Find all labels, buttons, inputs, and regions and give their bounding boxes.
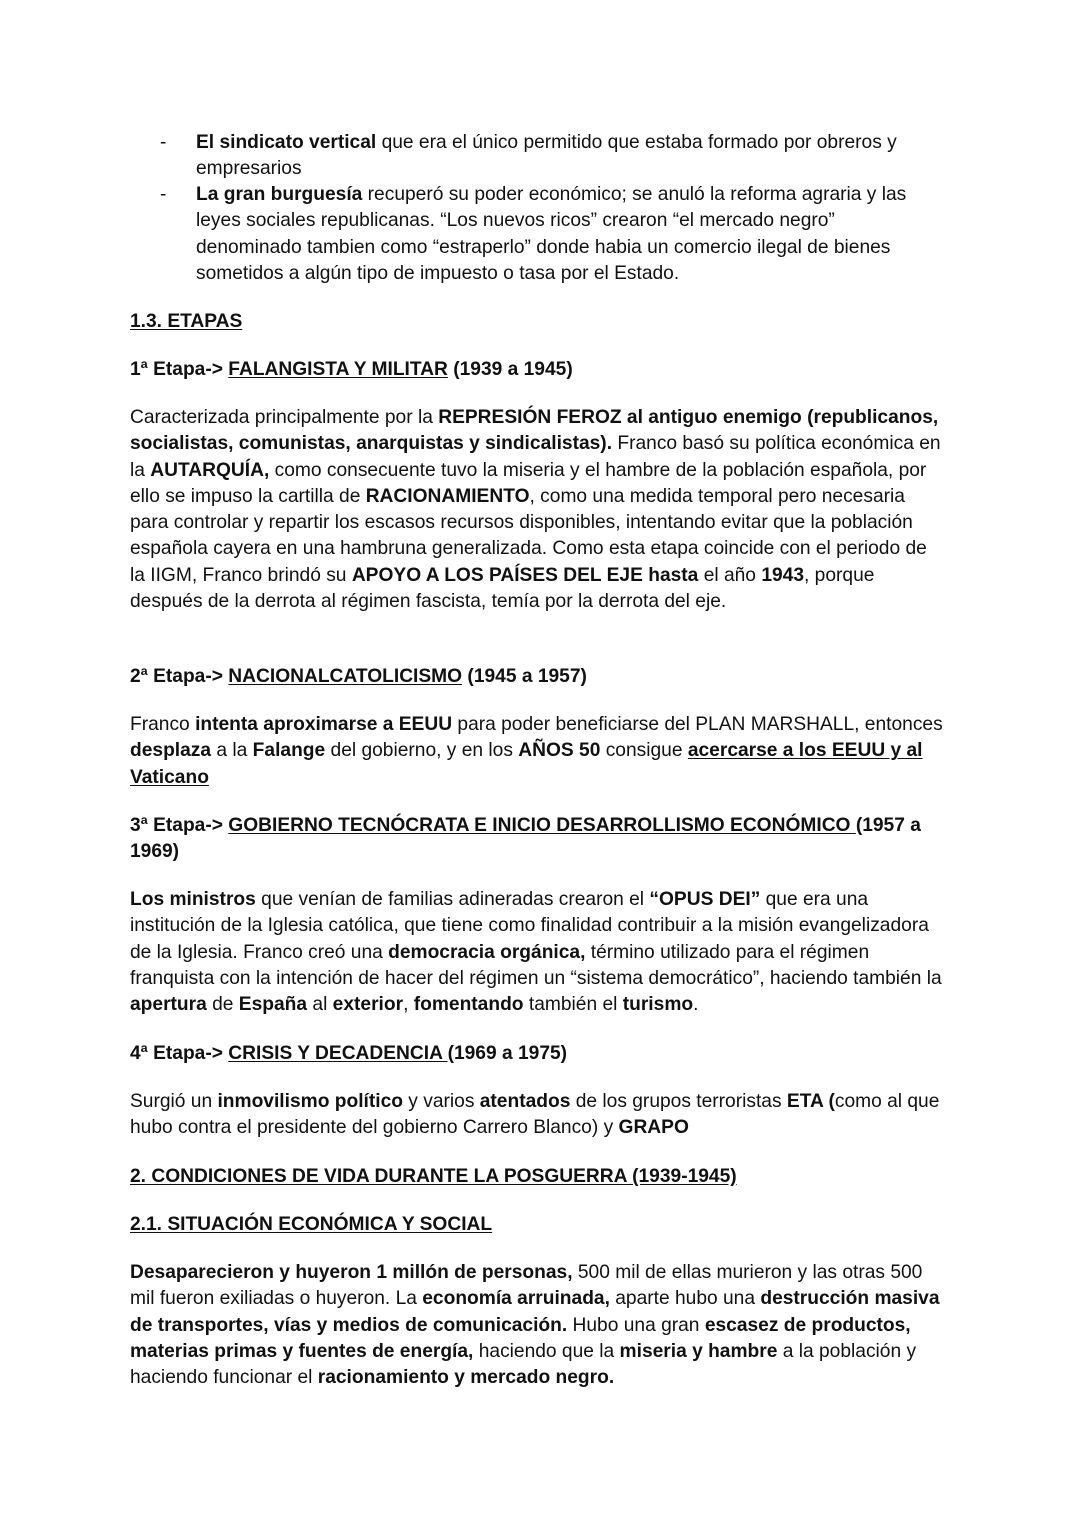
stage-label: 4ª Etapa-> (130, 1043, 223, 1064)
text-run: , como una medida temporal pero necesaria para controlar y repartir los escasos recursos disponibles, intentando evitar que la población española cayera en una hambruna generalizada. Como esta etapa coincide con el periodo de la IIGM, Franco brindó su (130, 485, 927, 586)
stage-title: NACIONALCATOLICISMO (228, 666, 463, 687)
text-run: Hubo una gran (567, 1314, 705, 1336)
text-run: término utilizado para el régimen franquista con la intención de hacer del régimen un “sistema democrático”, haciendo también la (130, 941, 942, 989)
stage-period: (1939 a 1945) (447, 359, 573, 380)
bold-text-run: racionamiento y mercado negro. (317, 1367, 615, 1389)
text-run: para poder beneficiarse del PLAN MARSHALL, entonces (452, 714, 943, 735)
stage-period: (1945 a 1957) (462, 666, 587, 687)
text-run: que venían de familias adineradas crearon el (255, 889, 650, 910)
subsection-heading (130, 1212, 945, 1238)
text-run: Caracterizada principalmente por la (130, 407, 439, 428)
bold-text-run: inmovilismo político (217, 1091, 403, 1112)
text-run: . (693, 994, 699, 1016)
text-run: consigue (600, 740, 688, 762)
text-run: también el (523, 994, 623, 1016)
stage-title: CRISIS Y DECADENCIA (228, 1043, 448, 1064)
bold-text-run: Los ministros (130, 889, 256, 910)
text-run: Surgió un (130, 1091, 218, 1112)
bold-text-run: 1943 (761, 564, 804, 586)
text-run: de los grupos terroristas (570, 1091, 787, 1112)
bold-text-run: democracia orgánica, (388, 941, 586, 963)
stage-label: 3ª Etapa-> (130, 815, 223, 836)
bold-text-run: desplaza (130, 740, 212, 762)
bullet-item (196, 182, 941, 287)
bold-text-run: fomentando (413, 994, 524, 1016)
bold-text-run: destrucción masiva de transportes, vías y medios de comunicación. (130, 1288, 940, 1336)
stage-heading (130, 813, 945, 866)
bold-text-run: Desaparecieron y huyeron 1 millón de personas, (130, 1262, 573, 1283)
bold-text-run: REPRESIÓN FEROZ al antiguo enemigo (republicanos, socialistas, comunistas, anarquistas y sindicalistas). (130, 407, 939, 455)
bold-text-run: La gran burguesía (196, 184, 363, 205)
bold-text-run: AUTARQUÍA, (150, 459, 270, 481)
text-run: al (307, 994, 333, 1016)
bold-text-run: turismo (622, 994, 694, 1016)
stage-heading (130, 664, 945, 690)
stage-title: GOBIERNO TECNÓCRATA E INICIO DESARROLLISMO ECONÓMICO (228, 815, 856, 836)
bold-text-run: GRAPO (618, 1117, 689, 1139)
stage-label: 2ª Etapa-> (130, 666, 223, 687)
bold-text-run: apertura (130, 994, 207, 1016)
text-run: 500 mil de ellas murieron y las otras 500 mil fueron exiliadas o huyeron. La (130, 1262, 923, 1310)
stage-heading (130, 357, 945, 383)
text-run: del gobierno, y en los (325, 740, 519, 762)
text-run: , (403, 994, 414, 1016)
section-paragraph (130, 1260, 945, 1391)
bold-text-run: APOYO A LOS PAÍSES DEL EJE hasta (351, 564, 699, 586)
text-run: haciendo que la (473, 1340, 620, 1362)
stage-period: (1969 a 1975) (447, 1043, 568, 1064)
text-run: que era el único permitido que estaba formado por obreros y empresarios (196, 132, 897, 180)
bold-text-run: AÑOS 50 (518, 740, 601, 762)
bold-text-run: economía arruinada, (422, 1288, 610, 1310)
stage-paragraph (130, 405, 945, 615)
bullet-dash: - (160, 132, 167, 153)
text-run: recuperó su poder económico; se anuló la reforma agraria y las leyes sociales republicanas. “Los nuevos ricos” crearon “el mercado negro” denominado tambien como “estraperlo” donde habia un comercio ilegal de bienes sometidos a algún tipo de impuesto o tasa por el Estado. (196, 184, 907, 284)
stage-paragraph (130, 1089, 945, 1142)
stage-label: 1ª Etapa-> (130, 359, 223, 380)
text-run: Franco (130, 714, 196, 735)
text-run: como consecuente tuvo la miseria y el hambre de la población española, por ello se impuso la cartilla de (130, 459, 927, 507)
bold-text-run: España (238, 994, 308, 1016)
text-run: que era una institución de la Iglesia católica, que tiene como finalidad contribuir a la misión evangelizadora de la Iglesia. Franco creó una (130, 889, 929, 963)
stage-title: FALANGISTA Y MILITAR (228, 359, 448, 380)
stage-paragraph (130, 887, 945, 1018)
section-heading-text: 2. CONDICIONES DE VIDA DURANTE LA POSGUERRA (1939-1945) (130, 1166, 737, 1187)
bullet-item (196, 130, 941, 183)
bold-text-run: intenta aproximarse a EEUU (195, 714, 453, 735)
text-run: a la (211, 740, 253, 762)
bold-text-run: escasez de productos, materias primas y fuentes de energía, (130, 1314, 911, 1362)
section-heading-text: 1.3. ETAPAS (130, 311, 243, 332)
section-heading (130, 1164, 945, 1190)
text-run: , porque después de la derrota al régimen fascista, temía por la derrota del eje. (130, 564, 875, 613)
text-run: a la población y haciendo funcionar el (130, 1340, 917, 1389)
stage-period: (1957 a 1969) (130, 815, 921, 863)
bold-text-run: El sindicato vertical (196, 132, 377, 153)
bold-text-run: Falange (252, 740, 326, 762)
text-run: el año (698, 564, 762, 586)
bold-text-run: ETA ( (786, 1091, 835, 1112)
text-run: Franco basó su política económica en la (130, 433, 941, 481)
bold-text-run: acercarse a los EEUU y al Vaticano (130, 740, 923, 788)
text-run: aparte hubo una (609, 1288, 761, 1310)
text-run: y varios (402, 1091, 480, 1112)
bold-text-run: RACIONAMIENTO (365, 485, 530, 507)
stage-heading (130, 1041, 945, 1067)
bold-text-run: “OPUS DEI” (649, 889, 761, 910)
stage-paragraph (130, 712, 945, 791)
subsection-heading-text: 2.1. SITUACIÓN ECONÓMICA Y SOCIAL (130, 1214, 493, 1235)
text-run: como al que hubo contra el presidente del gobierno Carrero Blanco) y (130, 1091, 940, 1139)
section-heading (130, 309, 945, 335)
bullet-dash: - (160, 184, 167, 205)
bold-text-run: exterior (332, 994, 404, 1016)
bold-text-run: miseria y hambre (619, 1340, 778, 1362)
bold-text-run: atentados (479, 1091, 571, 1112)
text-run: de (206, 994, 239, 1016)
